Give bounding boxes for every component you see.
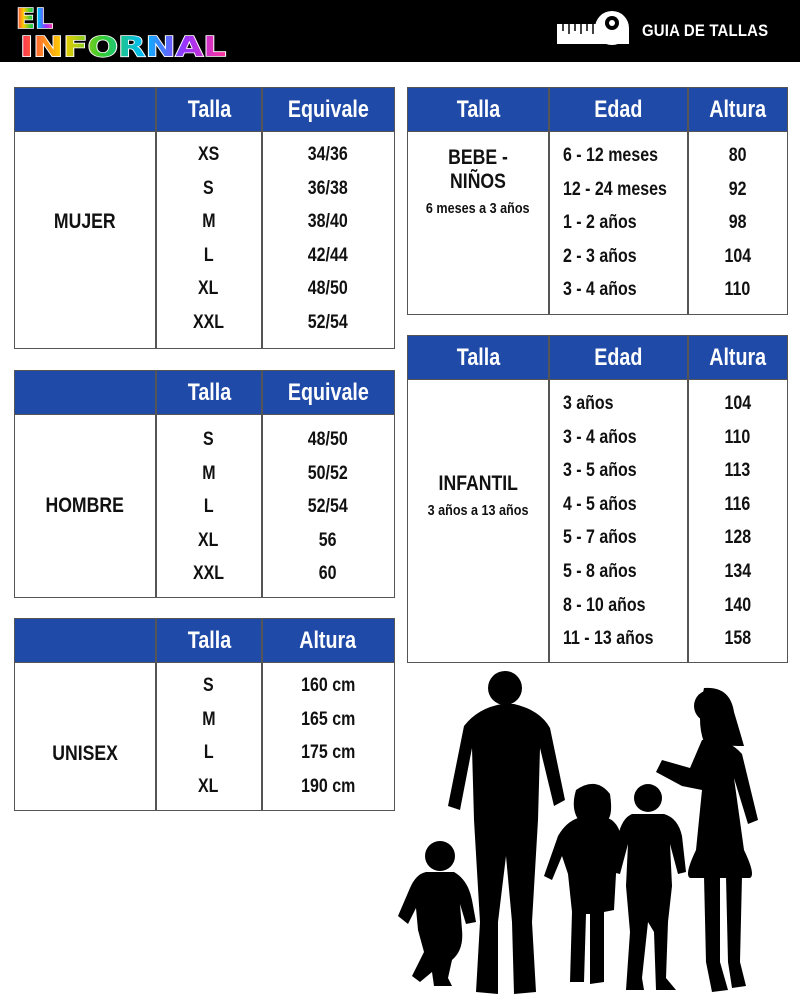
age-cell: 3 - 5 años bbox=[563, 460, 637, 482]
category-label: BEBE - NIÑOS 6 meses a 3 años bbox=[408, 146, 548, 217]
mujer-table bbox=[14, 87, 395, 349]
age-cell: 6 - 12 meses bbox=[563, 145, 658, 166]
size-cell: L bbox=[203, 742, 214, 764]
equivalent-cell: 38/40 bbox=[308, 211, 348, 233]
age-cell: 3 - 4 años bbox=[563, 426, 637, 448]
height-cell: 134 bbox=[724, 560, 751, 582]
family-silhouette bbox=[390, 660, 800, 1000]
age-cell: 2 - 3 años bbox=[563, 245, 637, 267]
size-guide-header bbox=[556, 10, 786, 52]
height-cell: 158 bbox=[724, 628, 751, 650]
equivalent-cell: 50/52 bbox=[308, 462, 348, 484]
col-header-talla: Talla bbox=[456, 96, 501, 123]
height-cell: 98 bbox=[728, 212, 747, 234]
equivalent-cell: 56 bbox=[319, 529, 337, 551]
guide-title: GUIA DE TALLAS bbox=[642, 21, 769, 40]
height-cell: 160 cm bbox=[300, 675, 356, 696]
age-cell: 5 - 7 años bbox=[563, 527, 637, 549]
hombre-table bbox=[14, 370, 395, 598]
category-label: INFANTIL 3 años a 13 años bbox=[408, 472, 548, 519]
category-label: MUJER bbox=[54, 210, 116, 233]
size-cell: XS bbox=[197, 144, 220, 165]
height-cell: 110 bbox=[724, 279, 751, 301]
col-header-equivale: Equivale bbox=[287, 96, 369, 123]
height-cell: 175 cm bbox=[300, 742, 356, 764]
category-label: HOMBRE bbox=[45, 494, 125, 517]
equivalent-cell: 34/36 bbox=[308, 144, 348, 165]
height-cell: 190 cm bbox=[300, 775, 356, 797]
height-cell: 116 bbox=[724, 493, 751, 515]
size-cell: XXL bbox=[192, 563, 225, 585]
size-cell: S bbox=[203, 177, 214, 199]
size-cell: L bbox=[203, 496, 214, 518]
col-header-altura: Altura bbox=[709, 344, 766, 371]
age-cell: 3 - 4 años bbox=[563, 279, 637, 301]
infantil-table bbox=[407, 335, 788, 663]
height-cell: 165 cm bbox=[300, 708, 356, 730]
height-cell: 128 bbox=[724, 527, 751, 549]
col-header-equivale: Equivale bbox=[287, 379, 369, 406]
height-cell: 113 bbox=[724, 460, 751, 482]
equivalent-cell: 42/44 bbox=[308, 244, 348, 266]
age-cell: 8 - 10 años bbox=[563, 594, 646, 616]
height-cell: 92 bbox=[728, 178, 747, 200]
size-cell: M bbox=[201, 708, 216, 730]
category-sublabel: 6 meses a 3 años bbox=[426, 200, 530, 217]
col-header-talla: Talla bbox=[187, 627, 231, 654]
equivalent-cell: 36/38 bbox=[308, 177, 348, 199]
equivalent-cell: 52/54 bbox=[308, 311, 348, 333]
table-header bbox=[15, 371, 394, 415]
equivalent-cell: 48/50 bbox=[308, 278, 348, 300]
equivalent-cell: 48/50 bbox=[308, 429, 348, 450]
size-cell: M bbox=[201, 211, 216, 233]
size-cell: S bbox=[203, 429, 214, 450]
col-header-altura: Altura bbox=[299, 627, 357, 654]
size-cell: L bbox=[203, 244, 214, 266]
height-cell: 80 bbox=[728, 145, 747, 166]
brand-logo[interactable] bbox=[12, 2, 234, 60]
table-header bbox=[15, 88, 394, 132]
top-bar bbox=[0, 0, 800, 62]
age-cell: 11 - 13 años bbox=[563, 628, 654, 650]
logo-line2: INFORNAL bbox=[20, 30, 227, 60]
equivalent-cell: 60 bbox=[319, 563, 337, 585]
age-cell: 4 - 5 años bbox=[563, 493, 637, 515]
col-header-edad: Edad bbox=[594, 96, 643, 123]
col-header-edad: Edad bbox=[594, 344, 643, 371]
size-cell: XXL bbox=[192, 311, 225, 333]
col-header-talla: Talla bbox=[187, 96, 231, 123]
equivalent-cell: 52/54 bbox=[308, 496, 348, 518]
size-cell: M bbox=[201, 462, 216, 484]
measuring-tape-icon bbox=[556, 8, 632, 55]
height-cell: 104 bbox=[724, 393, 751, 414]
size-cell: XL bbox=[198, 529, 219, 551]
age-cell: 1 - 2 años bbox=[563, 212, 637, 234]
logo-line1: EL bbox=[16, 2, 53, 35]
col-header-altura: Altura bbox=[709, 96, 766, 123]
table-header bbox=[408, 88, 787, 132]
col-header-talla: Talla bbox=[456, 344, 501, 371]
height-cell: 110 bbox=[724, 426, 751, 448]
size-cell: XL bbox=[198, 775, 219, 797]
age-cell: 5 - 8 años bbox=[563, 560, 637, 582]
height-cell: 104 bbox=[724, 245, 751, 267]
age-cell: 3 años bbox=[563, 393, 614, 414]
table-header bbox=[408, 336, 787, 380]
category-label: UNISEX bbox=[52, 742, 118, 765]
bebe-table bbox=[407, 87, 788, 315]
col-header-talla: Talla bbox=[187, 379, 231, 406]
age-cell: 12 - 24 meses bbox=[563, 178, 667, 200]
height-cell: 140 bbox=[724, 594, 751, 616]
size-cell: S bbox=[203, 675, 214, 696]
unisex-table bbox=[14, 618, 395, 811]
table-header bbox=[15, 619, 394, 663]
size-cell: XL bbox=[198, 278, 219, 300]
category-sublabel: 3 años a 13 años bbox=[427, 502, 529, 519]
